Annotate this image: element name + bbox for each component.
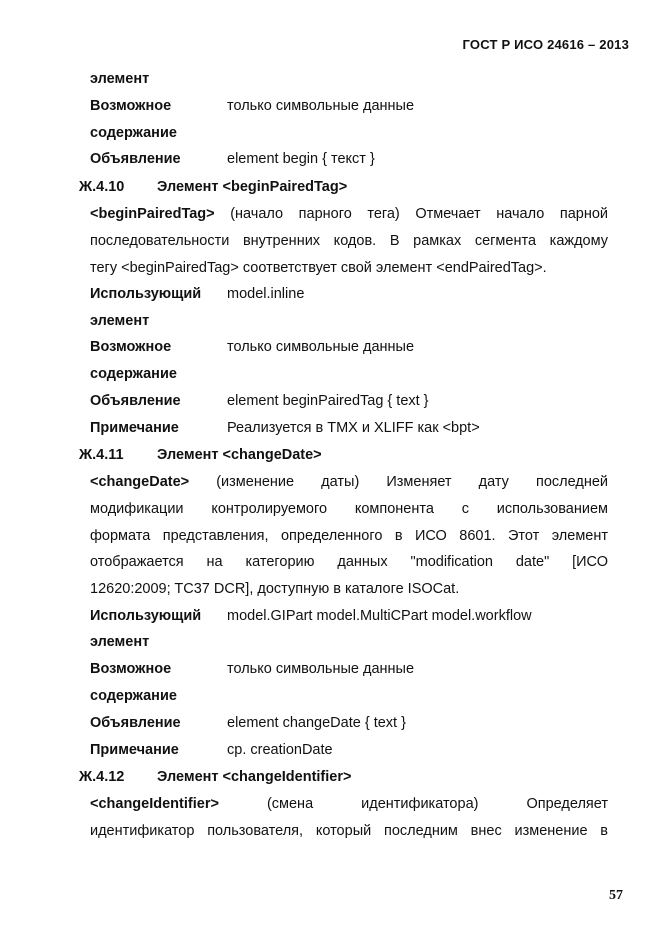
description-term: <changeIdentifier> [90, 796, 219, 812]
field-label: Использующий [90, 286, 202, 302]
description-line [90, 205, 608, 223]
field-value: ср. creationDate [227, 742, 333, 758]
description-term: <changeDate> [90, 474, 190, 490]
field-label: элемент [90, 634, 150, 650]
field-label: содержание [90, 125, 177, 141]
section-number: Ж.4.12 [79, 769, 125, 785]
description-text: (изменение даты) Изменяет дату последней [189, 474, 608, 490]
field-label: Примечание [90, 420, 179, 436]
field-label: Примечание [90, 742, 179, 758]
field-value: только символьные данные [227, 339, 415, 355]
field-value: model.inline [227, 286, 305, 302]
description-line: отображается на категорию данных "modification date" [ИСО [90, 554, 608, 570]
field-label: Объявление [90, 393, 181, 409]
document-header: ГОСТ Р ИСО 24616 – 2013 [462, 37, 629, 52]
description-line: последовательности внутренних кодов. В рамках сегмента каждому [90, 233, 608, 249]
field-label: Объявление [90, 715, 181, 731]
field-label: элемент [90, 71, 150, 87]
description-line: модификации контролируемого компонента с использованием [90, 501, 608, 517]
section-number: Ж.4.11 [79, 447, 124, 463]
description-term: <beginPairedTag> [90, 206, 215, 222]
field-value: только символьные данные [227, 661, 415, 677]
field-label: Объявление [90, 151, 181, 167]
field-value: только символьные данные [227, 98, 415, 114]
description-line [90, 473, 608, 491]
field-label: Возможное [90, 98, 172, 114]
description-line: формата представления, определенного в ИСО 8601. Этот элемент [90, 528, 608, 544]
section-title: Элемент <changeDate> [157, 447, 322, 463]
description-line: тегу <beginPairedTag> соответствует свой элемент <endPairedTag>. [90, 260, 547, 276]
description-line: 12620:2009; TC37 DCR], доступную в каталоге ISOCat. [90, 581, 460, 597]
section-number: Ж.4.10 [79, 179, 125, 195]
section-title: Элемент <beginPairedTag> [157, 179, 348, 195]
section-title: Элемент <changeIdentifier> [157, 769, 352, 785]
field-value: element changeDate { text } [227, 715, 406, 731]
field-label: Возможное [90, 661, 172, 677]
description-text: (начало парного тега) Отмечает начало парной [214, 206, 608, 222]
field-value: Реализуется в TMX и XLIFF как <bpt> [227, 420, 480, 436]
page-number: 57 [609, 888, 623, 903]
field-value: model.GIPart model.MultiCPart model.workflow [227, 608, 532, 624]
field-label: элемент [90, 313, 150, 329]
field-value: element beginPairedTag { text } [227, 393, 429, 409]
field-label: содержание [90, 688, 177, 704]
description-text: (смена идентификатора) Определяет [218, 796, 608, 812]
field-label: Использующий [90, 608, 202, 624]
description-line [90, 795, 608, 813]
field-label: Возможное [90, 339, 172, 355]
field-label: содержание [90, 366, 177, 382]
field-value: element begin { текст } [227, 151, 375, 167]
description-line: идентификатор пользователя, который последним внес изменение в [90, 823, 608, 839]
